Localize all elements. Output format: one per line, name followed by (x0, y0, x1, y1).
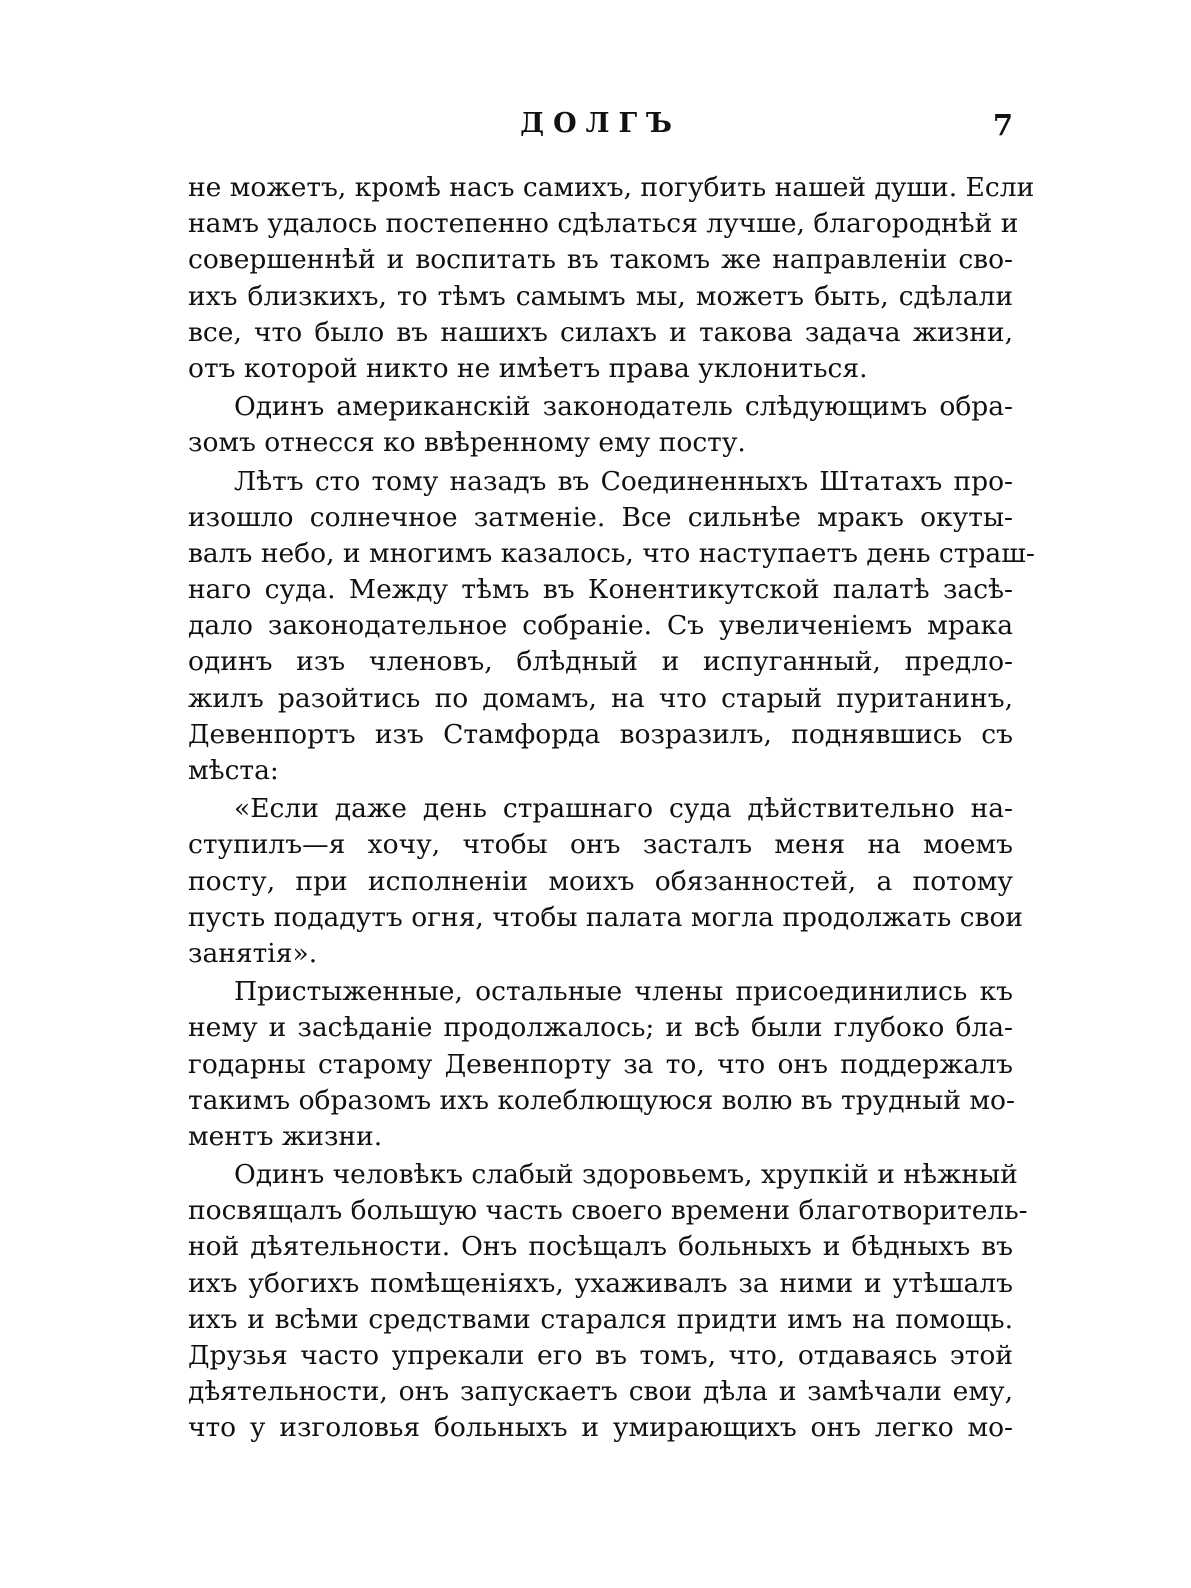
text-line: такимъ образомъ ихъ колеблющуюся волю въ трудный мо- (188, 1084, 1015, 1116)
text-line: Друзья часто упрекали его въ томъ, что, отдаваясь этой (188, 1340, 1013, 1371)
text-line: «Если даже день страшнаго суда дѣйствительно на- (234, 793, 1013, 825)
text-line: жилъ разойтись по домамъ, на что старый пуританинъ, (188, 682, 1013, 714)
text-line: Одинъ американскій законодатель слѣдующимъ обра- (234, 391, 1013, 423)
text-line: пусть подадутъ огня, чтобы палата могла продолжать свои (188, 901, 1024, 933)
text-line: занятія». (188, 937, 318, 969)
text-line: все, что было въ нашихъ силахъ и такова задача жизни, (188, 316, 1013, 348)
text-line: дало законодательное собраніе. Съ увеличеніемъ мрака (188, 610, 1013, 642)
text-line: одинъ изъ членовъ, блѣдный и испуганный, предло- (188, 646, 1013, 678)
text-line: ной дѣятельности. Онъ посѣщалъ больныхъ и бѣдныхъ въ (188, 1231, 1013, 1263)
text-line: Лѣтъ сто тому назадъ въ Соединенныхъ Штатахъ про- (234, 465, 1013, 497)
text-line: изошло солнечное затменіе. Все сильнѣе мракъ окуты- (188, 501, 1013, 533)
text-line: что у изголовья больныхъ и умирающихъ онъ легко мо- (188, 1412, 1013, 1444)
text-line: Одинъ человѣкъ слабый здоровьемъ, хрупкій и нѣжный (234, 1159, 1018, 1191)
text-line: валъ небо, и многимъ казалось, что наступаетъ день страш- (188, 537, 1035, 569)
page-number: 7 (992, 108, 1013, 142)
text-line: нему и засѣданіе продолжалось; и всѣ были глубоко бла- (188, 1012, 1013, 1044)
text-line: ментъ жизни. (188, 1120, 383, 1152)
text-line: ихъ близкихъ, то тѣмъ самымъ мы, можетъ быть, сдѣлали (188, 280, 1013, 312)
text-line: посту, при исполненіи моихъ обязанностей, а потому (188, 865, 1013, 897)
text-line: не можетъ, кромѣ насъ самихъ, погубить нашей души. Если (188, 172, 1035, 203)
quotation-davenport (188, 791, 1024, 972)
text-line: посвящалъ большую часть своего времени благотворитель- (188, 1195, 1028, 1227)
text-line: мѣста: (188, 755, 279, 786)
text-line: ихъ убогихъ помѣщеніяхъ, ухаживалъ за ними и утѣшалъ (188, 1267, 1013, 1299)
text-line: Девенпортъ изъ Стамфорда возразилъ, поднявшись съ (188, 718, 1013, 750)
text-line: зомъ отнесся ко ввѣренному ему посту. (188, 427, 746, 459)
text-line: Пристыженные, остальные члены присоединились къ (234, 976, 1013, 1008)
page-header (188, 108, 1013, 148)
text-line: ступилъ—я хочу, чтобы онъ засталъ меня на моемъ (188, 829, 1013, 861)
paragraph-charitable-man (188, 1157, 1028, 1447)
paragraph-ashamed-members (188, 974, 1013, 1155)
paragraph-solar-eclipse (188, 464, 1035, 790)
running-title: ДОЛГЪ (520, 108, 681, 139)
text-line: ихъ и всѣми средствами старался придти имъ на помощь. (188, 1303, 1013, 1335)
text-line: отъ которой никто не имѣетъ права уклониться. (188, 352, 868, 384)
text-line: дѣятельности, онъ запускаетъ свои дѣла и замѣчали ему, (188, 1376, 1013, 1408)
text-line: годарны старому Девенпорту за то, что онъ поддержалъ (188, 1048, 1013, 1080)
paragraph-american-legislator (188, 389, 1013, 461)
body-text (188, 170, 1035, 1449)
text-line: намъ удалось постепенно сдѣлаться лучше, благороднѣй и (188, 208, 1019, 240)
paragraph-continuation (188, 170, 1035, 387)
text-line: совершеннѣй и воспитать въ такомъ же направленіи сво- (188, 244, 1013, 276)
text-line: наго суда. Между тѣмъ въ Конентикутской палатѣ засѣ- (188, 574, 1013, 606)
